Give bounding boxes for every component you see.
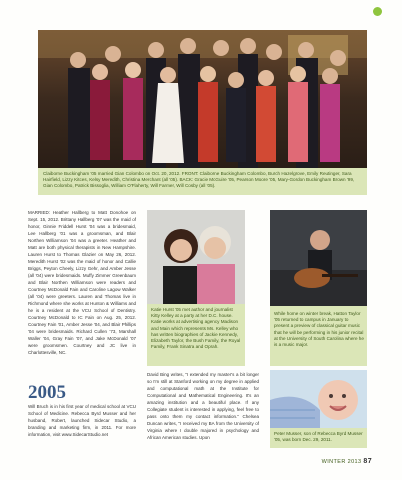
katie-hurst-photo xyxy=(147,210,245,304)
group-wedding-photo xyxy=(38,30,367,168)
issue-season: WINTER 2013 xyxy=(321,459,362,465)
hatton-taylor-photo xyxy=(270,210,367,306)
page-footer xyxy=(322,458,372,465)
hatton-photo-caption-panel xyxy=(270,306,367,366)
baby-photo-caption: Peter Musser, son of Rebecca Byrd Musser '05, was born Dec. 29, 2011. xyxy=(274,431,363,443)
katie-photo-caption-panel xyxy=(147,304,245,366)
katie-photo-caption: Katie Hurst '05 met author and journalist Kitty Kelley at a party at her D.C. house. Katie works at advertising agency Madison and Main which represents Ms. Kelley who has written biographies of Jackie Kennedy, Elizabeth Taylor, the Bush Family, the Royal Family, Frank Sinatra and Oprah. xyxy=(151,307,241,350)
hatton-photo-caption: While home on winter break, Hatton Taylor '05 returned to campus in January to present a preview of classical guitar music that he will be performing in his junior recital at the University of South Carolina where he is a music major. xyxy=(274,311,364,348)
class-year-heading: 2005 xyxy=(28,382,66,403)
married-announcements-text: MARRIED: Heather Hallberg to Matt Donohoe on Sept. 15, 2012. Brittany Hallberg '07 was the maid of honor, Ginnie Friddell Hurst '04 was a bridesmaid, Lee Hallberg '01 was a groomsman, and Blair Northen Williamson '04 was a greeter. Heather and Matt are both physical therapists in New Hampshire. Lauren Hurst to Thomas Glazier on May 26, 2012. Meredith Hurst '02 was the maid of honor and Callie Briggs, Peyton Cheely, Lizzy Gehr, and Amber Jesse (all '04) were bridesmaids. Muffy Zimmer Greenbaum and Blair Northen Williamson were readers and Courtney McDonald Fain and Caroline Lagow Walker (all '04) were greeters. Lauren and Thomas live in Richmond where she works at Hunton & Williams and he is a resident at the VCU School of Dentistry. Courtney McDonald to IC Fain on Aug. 25, 2012. Courtney Fain '01, Amber Jesse '04, and Blair Phillips '04 were bridesmaids. Richard Cullen '73, Marshall Waller '04, Gray Fain '07, and Jake McDonald '07 were groomsmen. Courtney and JC live in Charlottesville, NC. xyxy=(28,210,136,355)
group-photo-caption: Claiborne Buckingham '05 married Gian Colombo on Oct. 20, 2012. FRONT: Claiborne Buckingham Colombo, Burch Hazelgrove, Emily Reutinger, Sara Hairfield, Lizzy Kitces, Kelsy Meredith, Christina Merchant (all '05). BACK: Gracie McGuire '05, Pearson Moore '05, Mary-Gordon Buckingham Brown '99, Gian Colombo, Patrick Bissoglia, William O'Flaherty, Will Farmer, Will Cosby (all '05). xyxy=(43,171,355,189)
class-2005-text: Will Bruch is in his first year of medical school at VCU School of Medicine. Rebecca Byrd Musser and her husband, Robert, launched Sidecar Studio, a branding and marketing firm, in 2011. For more information, visit www.SidecarStudio.net xyxy=(28,404,136,437)
alumni-notes-text: David Bing writes, "I extended my master's a bit longer so I'm still at Stanford working on my degree in applied and computational math at the Institute for Computational and Mathematical Engineering. It's an amazing institution and a beautiful place. If any Collegiate student is interested in applying, feel free to pass onto them my contact information." Chelsea Duncan writes, "I received my BA from the University of Virginia where I double majored in psychology and African American studies. Upon xyxy=(147,372,259,440)
page-number: 87 xyxy=(363,458,372,465)
accent-dot xyxy=(373,7,382,16)
baby-photo-caption-panel xyxy=(270,428,367,448)
group-photo-caption-panel xyxy=(38,168,367,195)
baby-photo xyxy=(270,370,367,428)
